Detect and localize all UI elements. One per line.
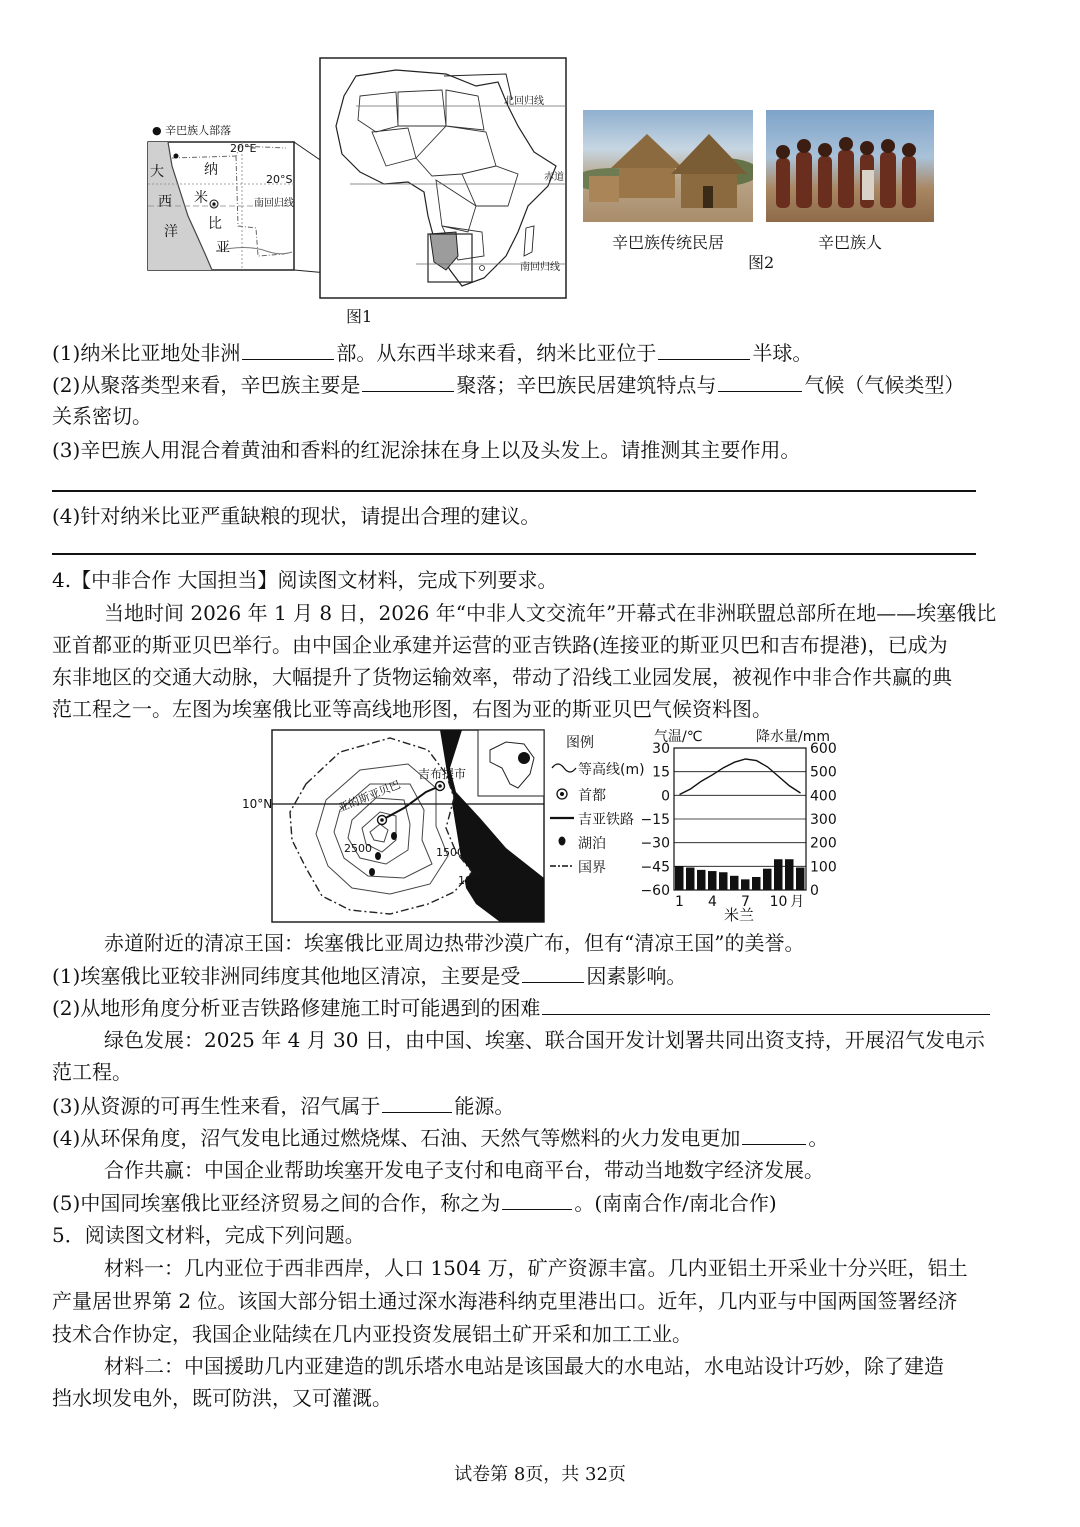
north-tropic-label: 北回归线 xyxy=(504,96,544,107)
climate-chart xyxy=(636,726,846,924)
legend-capital: 首都 xyxy=(578,788,606,804)
chart-precip-bar xyxy=(774,859,783,890)
chart-left-tick-label: −45 xyxy=(640,859,670,876)
chart-x-tick-label: 4 xyxy=(708,894,717,910)
q5-m2-line1: 材料二：中国援助几内亚建造的凯乐塔水电站是该国最大的水电站，水电站设计巧妙，除了建造 xyxy=(104,1354,944,1378)
inset-country-1: 纳 xyxy=(204,162,218,178)
q5-title: 5．阅读图文材料，完成下列问题。 xyxy=(52,1223,365,1247)
equator-label: 赤道 xyxy=(544,172,564,183)
q3-sub2: (2)从聚落类型来看，辛巴族主要是 聚落；辛巴族民居建筑特点与 气候（气候类型） xyxy=(52,369,964,400)
q4-sub3-blank[interactable] xyxy=(382,1090,452,1113)
q3-sub1-blank1[interactable] xyxy=(242,337,334,360)
map-contour-1000: 1000 xyxy=(458,874,486,887)
q4-para4: 合作共赢：中国企业帮助埃塞开发电子支付和电商平台，带动当地数字经济发展。 xyxy=(104,1158,824,1182)
q4-para1-line1: 当地时间 2026 年 1 月 8 日，2026 年“中非人文交流年”开幕式在非洲联盟总部所在地——埃塞俄比 xyxy=(104,601,997,625)
map-contour-1500: 1500 xyxy=(436,846,464,859)
q4-para1-line2: 亚首都亚的斯亚贝巴举行。由中国企业承建并运营的亚吉铁路(连接亚的斯亚贝巴和吉布提港)，已成为 xyxy=(52,633,948,657)
q4-sub4-blank[interactable] xyxy=(742,1122,806,1145)
chart-right-axis-label: 降水量/mm xyxy=(756,729,830,745)
q4-para3-line1: 绿色发展：2025 年 4 月 30 日，由中国、埃塞、联合国开发计划署共同出资支持，开展沼气发电示 xyxy=(104,1028,985,1052)
figure1 xyxy=(146,56,570,300)
chart-left-tick-label: 15 xyxy=(652,764,670,781)
chart-right-tick-label: 600 xyxy=(810,741,837,757)
chart-precip-bar xyxy=(686,868,695,890)
q3-sub2-cont: 关系密切。 xyxy=(52,404,152,428)
chart-left-ticks xyxy=(640,741,670,899)
q4-sub1-blank[interactable] xyxy=(522,960,584,983)
inset-tropic-label: 南回归线 xyxy=(254,198,294,209)
q3-sub4: (4)针对纳米比亚严重缺粮的现状，请提出合理的建议。 xyxy=(52,504,541,528)
chart-right-tick-label: 300 xyxy=(810,812,837,828)
photo1-caption: 辛巴族传统民居 xyxy=(612,233,725,252)
figure1-caption: 图1 xyxy=(346,307,373,326)
chart-right-tick-label: 100 xyxy=(810,859,837,876)
q4-sub5: (5)中国同埃塞俄比亚经济贸易之间的合作，称之为 。(南南合作/南北合作) xyxy=(52,1187,777,1218)
chart-left-axis-label: 气温/℃ xyxy=(654,729,703,745)
chart-right-ticks xyxy=(810,741,837,899)
inset-lon-label: 20°E xyxy=(230,142,257,155)
chart-left-tick-label: −60 xyxy=(640,883,670,899)
chart-left-tick-label: 30 xyxy=(652,741,670,757)
chart-precip-bar xyxy=(741,879,750,890)
ethiopia-contour-map xyxy=(240,728,546,924)
q4-para2: 赤道附近的清凉王国：埃塞俄比亚周边热带沙漠广布，但有“清凉王国”的美誉。 xyxy=(104,931,805,955)
q3-sub3: (3)辛巴族人用混合着黄油和香料的红泥涂抹在身上以及头发上。请推测其主要作用。 xyxy=(52,438,801,462)
legend-title: 图例 xyxy=(566,735,594,751)
himba-people-photo xyxy=(766,110,934,222)
q4-sub4: (4)从环保角度，沼气发电比通过燃烧煤、石油、天然气等燃料的火力发电更加 。 xyxy=(52,1122,828,1153)
inset-legend: ● 辛巴族人部落 xyxy=(152,124,232,137)
chart-station-label: 米兰 xyxy=(724,906,755,924)
q4-title: 4.【中非合作 大国担当】阅读图文材料，完成下列要求。 xyxy=(52,568,558,592)
chart-x-tick-label: 10 xyxy=(769,894,788,910)
chart-precip-bar xyxy=(785,859,794,890)
chart-right-tick-label: 0 xyxy=(810,883,819,899)
q5-m1-line2: 产量居世界第 2 位。该国大部分铝土通过深水海港科纳克里港出口。近年，几内亚与中国两国签署经济 xyxy=(52,1289,958,1313)
chart-left-tick-label: 0 xyxy=(661,788,670,805)
chart-precip-bar xyxy=(675,866,684,890)
q3-sub4-answer-line[interactable] xyxy=(52,553,976,555)
chart-precip-bar xyxy=(730,876,739,890)
q3-sub3-answer-line[interactable] xyxy=(52,490,976,492)
q5-m1-line1: 材料一：几内亚位于西非西岸，人口 1504 万，矿产资源丰富。几内亚铝土开采业十分兴旺，铝土 xyxy=(104,1256,968,1280)
map-capital-label: 亚的斯亚贝巴 xyxy=(336,778,403,815)
chart-left-tick-label: −30 xyxy=(640,835,670,852)
chart-x-tick-label: 7 xyxy=(741,894,750,910)
q4-sub3: (3)从资源的可再生性来看，沼气属于 能源。 xyxy=(52,1090,514,1121)
chart-precip-bar xyxy=(708,871,717,890)
legend-lake: 湖泊 xyxy=(578,836,606,852)
chart-x-tick-label: 月 xyxy=(790,894,805,910)
q3-sub1-blank2[interactable] xyxy=(658,337,750,360)
legend-border: 国界 xyxy=(578,860,606,876)
chart-precip-bar xyxy=(763,869,772,890)
inset-country-2: 米 xyxy=(194,190,208,206)
q4-sub2-blank[interactable] xyxy=(542,992,990,1015)
map-contour-2500: 2500 xyxy=(344,842,372,855)
q3-sub2-blank2[interactable] xyxy=(718,369,802,392)
chart-precip-bar xyxy=(752,877,761,890)
chart-precip-bar xyxy=(719,872,728,890)
chart-left-tick-label: −15 xyxy=(640,812,670,828)
inset-country-3: 比 xyxy=(208,216,222,232)
q5-m2-line2: 挡水坝发电外，既可防洪，又可灌溉。 xyxy=(52,1386,392,1410)
q4-para3-line2: 范工程。 xyxy=(52,1060,132,1084)
map-port-label: 吉布提市 xyxy=(418,767,467,781)
chart-right-tick-label: 400 xyxy=(810,788,837,805)
traditional-dwelling-photo xyxy=(583,110,753,222)
chart-x-tick-label: 1 xyxy=(675,894,684,910)
q4-sub5-blank[interactable] xyxy=(502,1187,572,1210)
inset-lat-label: 20°S xyxy=(266,173,293,186)
figure2-caption: 图2 xyxy=(748,253,775,272)
south-tropic-label: 南回归线 xyxy=(520,262,560,273)
q4-sub1: (1)埃塞俄比亚较非洲同纬度其他地区清凉，主要是受 因素影响。 xyxy=(52,960,686,991)
legend-contour: 等高线(m) xyxy=(578,762,645,778)
chart-precip-bar xyxy=(796,868,805,890)
page-footer: 试卷第 8页，共 32页 xyxy=(454,1464,626,1485)
map-lat-label: 10°N xyxy=(242,797,273,811)
chart-precip-bar xyxy=(697,870,706,890)
inset-ocean-3: 洋 xyxy=(164,224,178,240)
q3-sub1: (1)纳米比亚地处非洲 部。从东西半球来看，纳米比亚位于 半球。 xyxy=(52,337,812,368)
photo2-caption: 辛巴族人 xyxy=(818,233,883,252)
q4-sub2: (2)从地形角度分析亚吉铁路修建施工时可能遇到的困难 xyxy=(52,992,992,1023)
q3-sub2-blank1[interactable] xyxy=(362,369,454,392)
chart-right-tick-label: 500 xyxy=(810,764,837,781)
inset-country-4: 亚 xyxy=(216,240,230,256)
q5-m1-line3: 技术合作协定，我国企业陆续在几内亚投资发展铝土矿开采和加工工业。 xyxy=(52,1322,692,1346)
chart-right-tick-label: 200 xyxy=(810,835,837,852)
q4-para1-line4: 范工程之一。左图为埃塞俄比亚等高线地形图，右图为亚的斯亚贝巴气候资料图。 xyxy=(52,697,772,721)
legend-railway: 吉亚铁路 xyxy=(578,812,634,828)
q4-para1-line3: 东非地区的交通大动脉，大幅提升了货物运输效率，带动了沿线工业园发展，被视作中非合作共赢的典 xyxy=(52,665,952,689)
inset-ocean-1: 大 xyxy=(150,164,164,180)
inset-ocean-2: 西 xyxy=(158,194,172,210)
